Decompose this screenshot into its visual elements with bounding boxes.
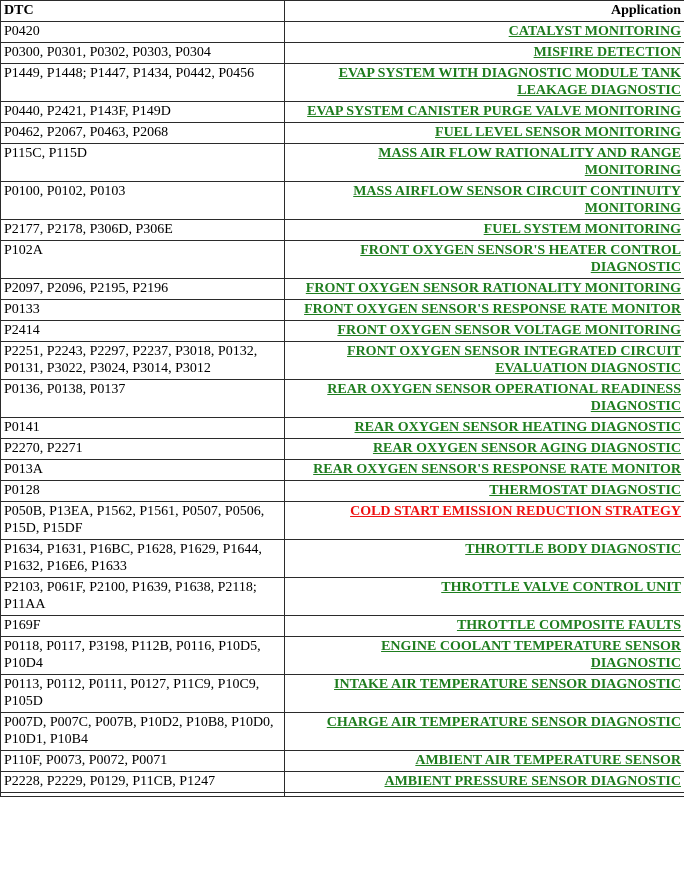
application-link[interactable]: REAR OXYGEN SENSOR AGING DIAGNOSTIC [372,441,681,456]
dtc-cell: P0440, P2421, P143F, P149D [1,102,285,123]
dtc-cell: P1634, P1631, P16BC, P1628, P1629, P1644, P1632, P16E6, P1633 [1,540,285,578]
application-link[interactable]: REAR OXYGEN SENSOR HEATING DIAGNOSTIC [354,420,681,435]
application-cell [285,300,684,321]
application-cell [285,616,684,637]
application-link[interactable]: FRONT OXYGEN SENSOR INTEGRATED CIRCUIT EVALUATION DIAGNOSTIC [347,344,681,376]
dtc-table-body [1,22,684,797]
dtc-cell: P1449, P1448; P1447, P1434, P0442, P0456 [1,64,285,102]
dtc-column-header: DTC [1,1,285,22]
application-cell [285,22,684,43]
dtc-cell: P110F, P0073, P0072, P0071 [1,751,285,772]
dtc-cell: P0113, P0112, P0111, P0127, P11C9, P10C9, P105D [1,675,285,713]
application-cell [285,342,684,380]
application-cell [285,64,684,102]
dtc-cell: P2414 [1,321,285,342]
dtc-cell: P0462, P2067, P0463, P2068 [1,123,285,144]
application-link[interactable]: CATALYST MONITORING [508,24,681,39]
application-cell [285,380,684,418]
application-link[interactable]: FRONT OXYGEN SENSOR'S HEATER CONTROL DIAGNOSTIC [360,243,681,275]
table-row [1,637,684,675]
application-cell [285,43,684,64]
application-cell [285,460,684,481]
table-row [1,439,684,460]
application-link[interactable]: MISFIRE DETECTION [533,45,681,60]
table-row [1,418,684,439]
table-row [1,578,684,616]
table-row [1,182,684,220]
application-cell [285,502,684,540]
application-cell [285,578,684,616]
table-header-row [1,1,684,22]
table-row [1,300,684,321]
dtc-cell: P102A [1,241,285,279]
application-link[interactable]: AMBIENT AIR TEMPERATURE SENSOR [415,753,681,768]
table-row [1,380,684,418]
table-row [1,22,684,43]
dtc-cell: P0118, P0117, P3198, P112B, P0116, P10D5, P10D4 [1,637,285,675]
application-link[interactable]: MASS AIR FLOW RATIONALITY AND RANGE MONITORING [378,146,681,178]
table-row-empty [1,793,684,797]
dtc-cell: P2097, P2096, P2195, P2196 [1,279,285,300]
dtc-cell: P2270, P2271 [1,439,285,460]
application-cell [285,637,684,675]
dtc-cell: P013A [1,460,285,481]
application-link[interactable]: MASS AIRFLOW SENSOR CIRCUIT CONTINUITY MONITORING [353,184,681,216]
dtc-cell: P0128 [1,481,285,502]
application-cell [285,713,684,751]
dtc-cell: P050B, P13EA, P1562, P1561, P0507, P0506, P15D, P15DF [1,502,285,540]
application-cell [285,772,684,793]
application-link[interactable]: COLD START EMISSION REDUCTION STRATEGY [350,504,681,519]
application-cell [285,793,684,797]
application-cell [285,144,684,182]
application-link[interactable]: FRONT OXYGEN SENSOR'S RESPONSE RATE MONITOR [304,302,681,317]
dtc-cell: P2228, P2229, P0129, P11CB, P1247 [1,772,285,793]
application-link[interactable]: AMBIENT PRESSURE SENSOR DIAGNOSTIC [384,774,681,789]
application-cell [285,102,684,123]
table-row [1,481,684,502]
table-row [1,713,684,751]
application-cell [285,220,684,241]
application-link[interactable]: ENGINE COOLANT TEMPERATURE SENSOR DIAGNOSTIC [381,639,681,671]
table-row [1,460,684,481]
table-row [1,751,684,772]
dtc-cell: P2177, P2178, P306D, P306E [1,220,285,241]
table-row [1,675,684,713]
application-cell [285,439,684,460]
table-row [1,321,684,342]
table-row [1,772,684,793]
application-cell [285,182,684,220]
application-link[interactable]: FUEL SYSTEM MONITORING [483,222,681,237]
application-link[interactable]: THERMOSTAT DIAGNOSTIC [489,483,681,498]
dtc-cell: P0133 [1,300,285,321]
dtc-cell: P0300, P0301, P0302, P0303, P0304 [1,43,285,64]
application-link[interactable]: THROTTLE COMPOSITE FAULTS [456,618,681,633]
application-link[interactable]: FRONT OXYGEN SENSOR RATIONALITY MONITORING [305,281,681,296]
dtc-cell: P0100, P0102, P0103 [1,182,285,220]
table-row [1,102,684,123]
table-row [1,220,684,241]
application-link[interactable]: REAR OXYGEN SENSOR'S RESPONSE RATE MONITOR [313,462,681,477]
dtc-cell: P115C, P115D [1,144,285,182]
table-row [1,43,684,64]
application-link[interactable]: THROTTLE VALVE CONTROL UNIT [441,580,681,595]
application-cell [285,481,684,502]
application-link[interactable]: INTAKE AIR TEMPERATURE SENSOR DIAGNOSTIC [334,677,681,692]
application-cell [285,675,684,713]
application-link[interactable]: CHARGE AIR TEMPERATURE SENSOR DIAGNOSTIC [326,715,681,730]
application-cell [285,418,684,439]
table-row [1,123,684,144]
application-cell [285,123,684,144]
table-row [1,342,684,380]
dtc-cell: P007D, P007C, P007B, P10D2, P10B8, P10D0, P10D1, P10B4 [1,713,285,751]
dtc-cell: P0420 [1,22,285,43]
dtc-cell [1,793,285,797]
dtc-cell: P2103, P061F, P2100, P1639, P1638, P2118; P11AA [1,578,285,616]
application-link[interactable]: THROTTLE BODY DIAGNOSTIC [465,542,681,557]
dtc-cell: P0141 [1,418,285,439]
table-row [1,241,684,279]
application-link[interactable]: EVAP SYSTEM CANISTER PURGE VALVE MONITORING [307,104,681,119]
dtc-cell: P0136, P0138, P0137 [1,380,285,418]
dtc-cell: P169F [1,616,285,637]
application-cell [285,540,684,578]
table-row [1,540,684,578]
table-row [1,616,684,637]
application-cell [285,279,684,300]
application-cell [285,321,684,342]
dtc-cell: P2251, P2243, P2297, P2237, P3018, P0132, P0131, P3022, P3024, P3014, P3012 [1,342,285,380]
application-cell [285,751,684,772]
table-row [1,279,684,300]
application-link[interactable]: REAR OXYGEN SENSOR OPERATIONAL READINESS DIAGNOSTIC [327,382,681,414]
table-row [1,144,684,182]
table-row [1,64,684,102]
application-column-header: Application [285,1,684,22]
application-cell [285,241,684,279]
table-row [1,502,684,540]
application-link[interactable]: FUEL LEVEL SENSOR MONITORING [435,125,681,140]
application-link[interactable]: EVAP SYSTEM WITH DIAGNOSTIC MODULE TANK LEAKAGE DIAGNOSTIC [338,66,681,98]
application-link[interactable]: FRONT OXYGEN SENSOR VOLTAGE MONITORING [337,323,681,338]
